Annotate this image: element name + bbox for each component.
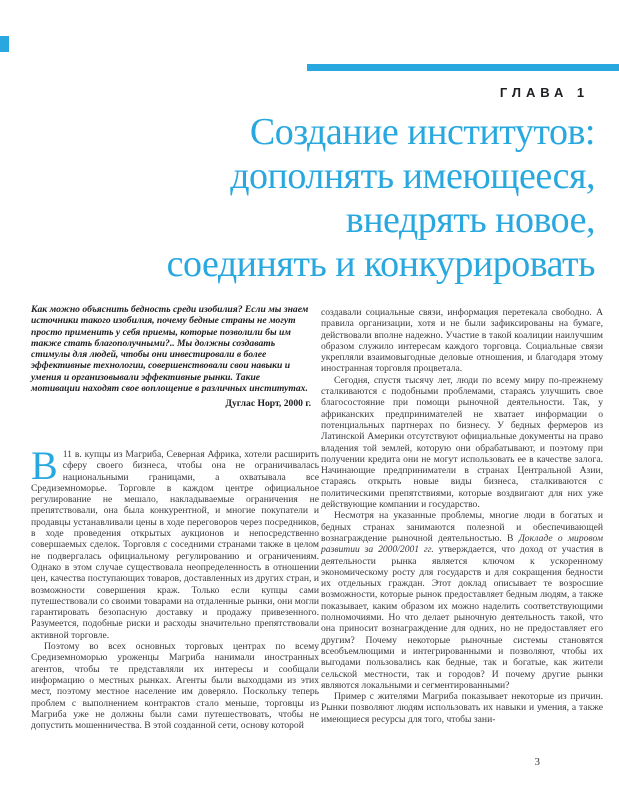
body-column-right xyxy=(321,307,603,725)
epigraph xyxy=(31,304,311,410)
chapter-accent-bar xyxy=(307,64,619,71)
paragraph-3: Сегодня, спустя тысячу лет, люди по всему миру по-прежнему сталкиваются с подобными проблемами, стараясь улучшить свое благосостояние при помощи рыночной деятельности. Так, у африканских предпринимателей не хватает информации о потенциальных партнерах по бизнесу. У бедных фермеров из Латинской Америки отсутствуют официальные документы на право владения той землей, которую они обрабатывают, и поэтому при получении кредита они не могут использовать ее в качестве залога. Начинающие предприниматели в странах Центральной Азии, стараясь открыть новые виды бизнеса, сталкиваются с политическими препятствиями, которые воздвигают для них уже действующие компании и государство. xyxy=(321,374,603,511)
paragraph-2: Поэтому во всех основных торговых центрах по всему Средиземноморью уроженцы Магриба нанимали иностранных агентов, чтобы те представляли их интересы и сообщали информацию о местных рынках. Агенты были выходцами из этих мест, поэтому местное население им доверяло. Поскольку теперь проблем с выполнением контрактов стало меньше, торговцы из Магриба уже не должны были сами путешествовать, чтобы не допустить мошенничества. В этой созданной сети, основу которой xyxy=(31,641,319,732)
page-number: 3 xyxy=(534,756,540,768)
page-title-line-3: внедрять новое, xyxy=(345,199,595,241)
page-title-line-2: дополнять имеющееся, xyxy=(230,155,595,197)
chapter-bleed-tab xyxy=(0,36,9,52)
paragraph-1-text: 11 в. купцы из Магриба, Северная Африка, хотели расширить сферу своего бизнеса, чтобы она не ограничивалась национальными границами, а охватывала все Средиземноморье. Торговле в каждом центре официальное регулирование не мешало, накладываемые ограничения не препятствовали, она была конкурентной, и многие покупатели и продавцы устанавливали цены в ходе переговоров через посредников, в ходе проведения открытых аукционов и непосредственно совершаемых сделок. Торговля с соседними странами также в целом не подвергалась официальному регулированию и ограничениям. Однако в этом случае существовала неопределенность в отношении цен, качества поступающих товаров, доставленных из других стран, и возможности совершения краж. Только если купцы сами путешествовали со своими товарами на отдаленные рынки, они могли гарантировать безопасную доставку и продажу привезенного. Разумеется, подобные риски и расходы значительно препятствовали активной торговле. xyxy=(31,449,319,641)
page-title-line-1: Создание институтов: xyxy=(249,111,595,153)
paragraph-4-text-post: утверждается, что доход от участия в деятельности рынка является ключом к ускоренному экономическому росту для государств и для сокращения бедности их отдельных граждан. Этот доклад описывает те возросшие возможности, которые рынок предоставляет бедным людям, а также показывает, каким образом их можно наделить соответствующими полномочиями. Но что делает рыночную деятельность такой, что она приносит вознаграждение для одних, но не предоставляет его другим? Почему некоторые рыночные системы становятся всеобъемлющими и интегрированными и позволяют, чтобы их выгодами пользовались как бедные, так и богатые, как жители сельской местности, так и городов? И почему другие рынки являются локальными и сегментированными? xyxy=(321,544,603,691)
paragraph-2-continued: создавали социальные связи, информация перетекала свободно. А правила организации, хотя и не были зафиксированы на бумаге, действовали вполне надежно. Участие в такой коалиции наилучшим образом служило интересам каждого торговца. Социальные связи укрепляли взаимовыгодные деловые отношения, и благодаря этому иностранная торговля процветала. xyxy=(321,307,603,375)
epigraph-text: Как можно объяснить бедность среди изобилия? Если мы знаем источники такого изобилия, почему бедные страны не могут просто применить у себя приемы, которые позволили бы им также стать благополучными?.. Мы должны создавать стимулы для людей, чтобы они инвестировали в более эффективные технологии, совершенствовали свои навыки и умения и организовывали эффективные рынки. Такие мотивации находят свое воплощение в различных институтах. xyxy=(31,304,309,395)
paragraph-4-text-pre: Несмотря на указанные проблемы, многие люди в богатых и бедных странах занимаются полезной и обеспечивающей вознаграждение рыночной деятельностью. В xyxy=(321,510,603,544)
dropcap-letter: В xyxy=(31,443,58,488)
page-title-line-4: соединять и конкурировать xyxy=(166,243,595,285)
chapter-label: ГЛАВА 1 xyxy=(499,85,589,100)
body-column-left xyxy=(31,443,319,732)
epigraph-attribution: Дуглас Норт, 2000 г. xyxy=(225,398,311,410)
report-title-reference: Докладе о мировом развитии за 2000/2001 гг. xyxy=(321,532,604,556)
paragraph-1 xyxy=(31,443,319,641)
paragraph-4 xyxy=(321,510,603,691)
paragraph-5: Пример с жителями Магриба показывает некоторые из причин. Рынки позволяют людям использовать их навыки и умения, а также имеющиеся ресурсы для того, чтобы зани- xyxy=(321,691,603,725)
page-title xyxy=(40,110,595,286)
